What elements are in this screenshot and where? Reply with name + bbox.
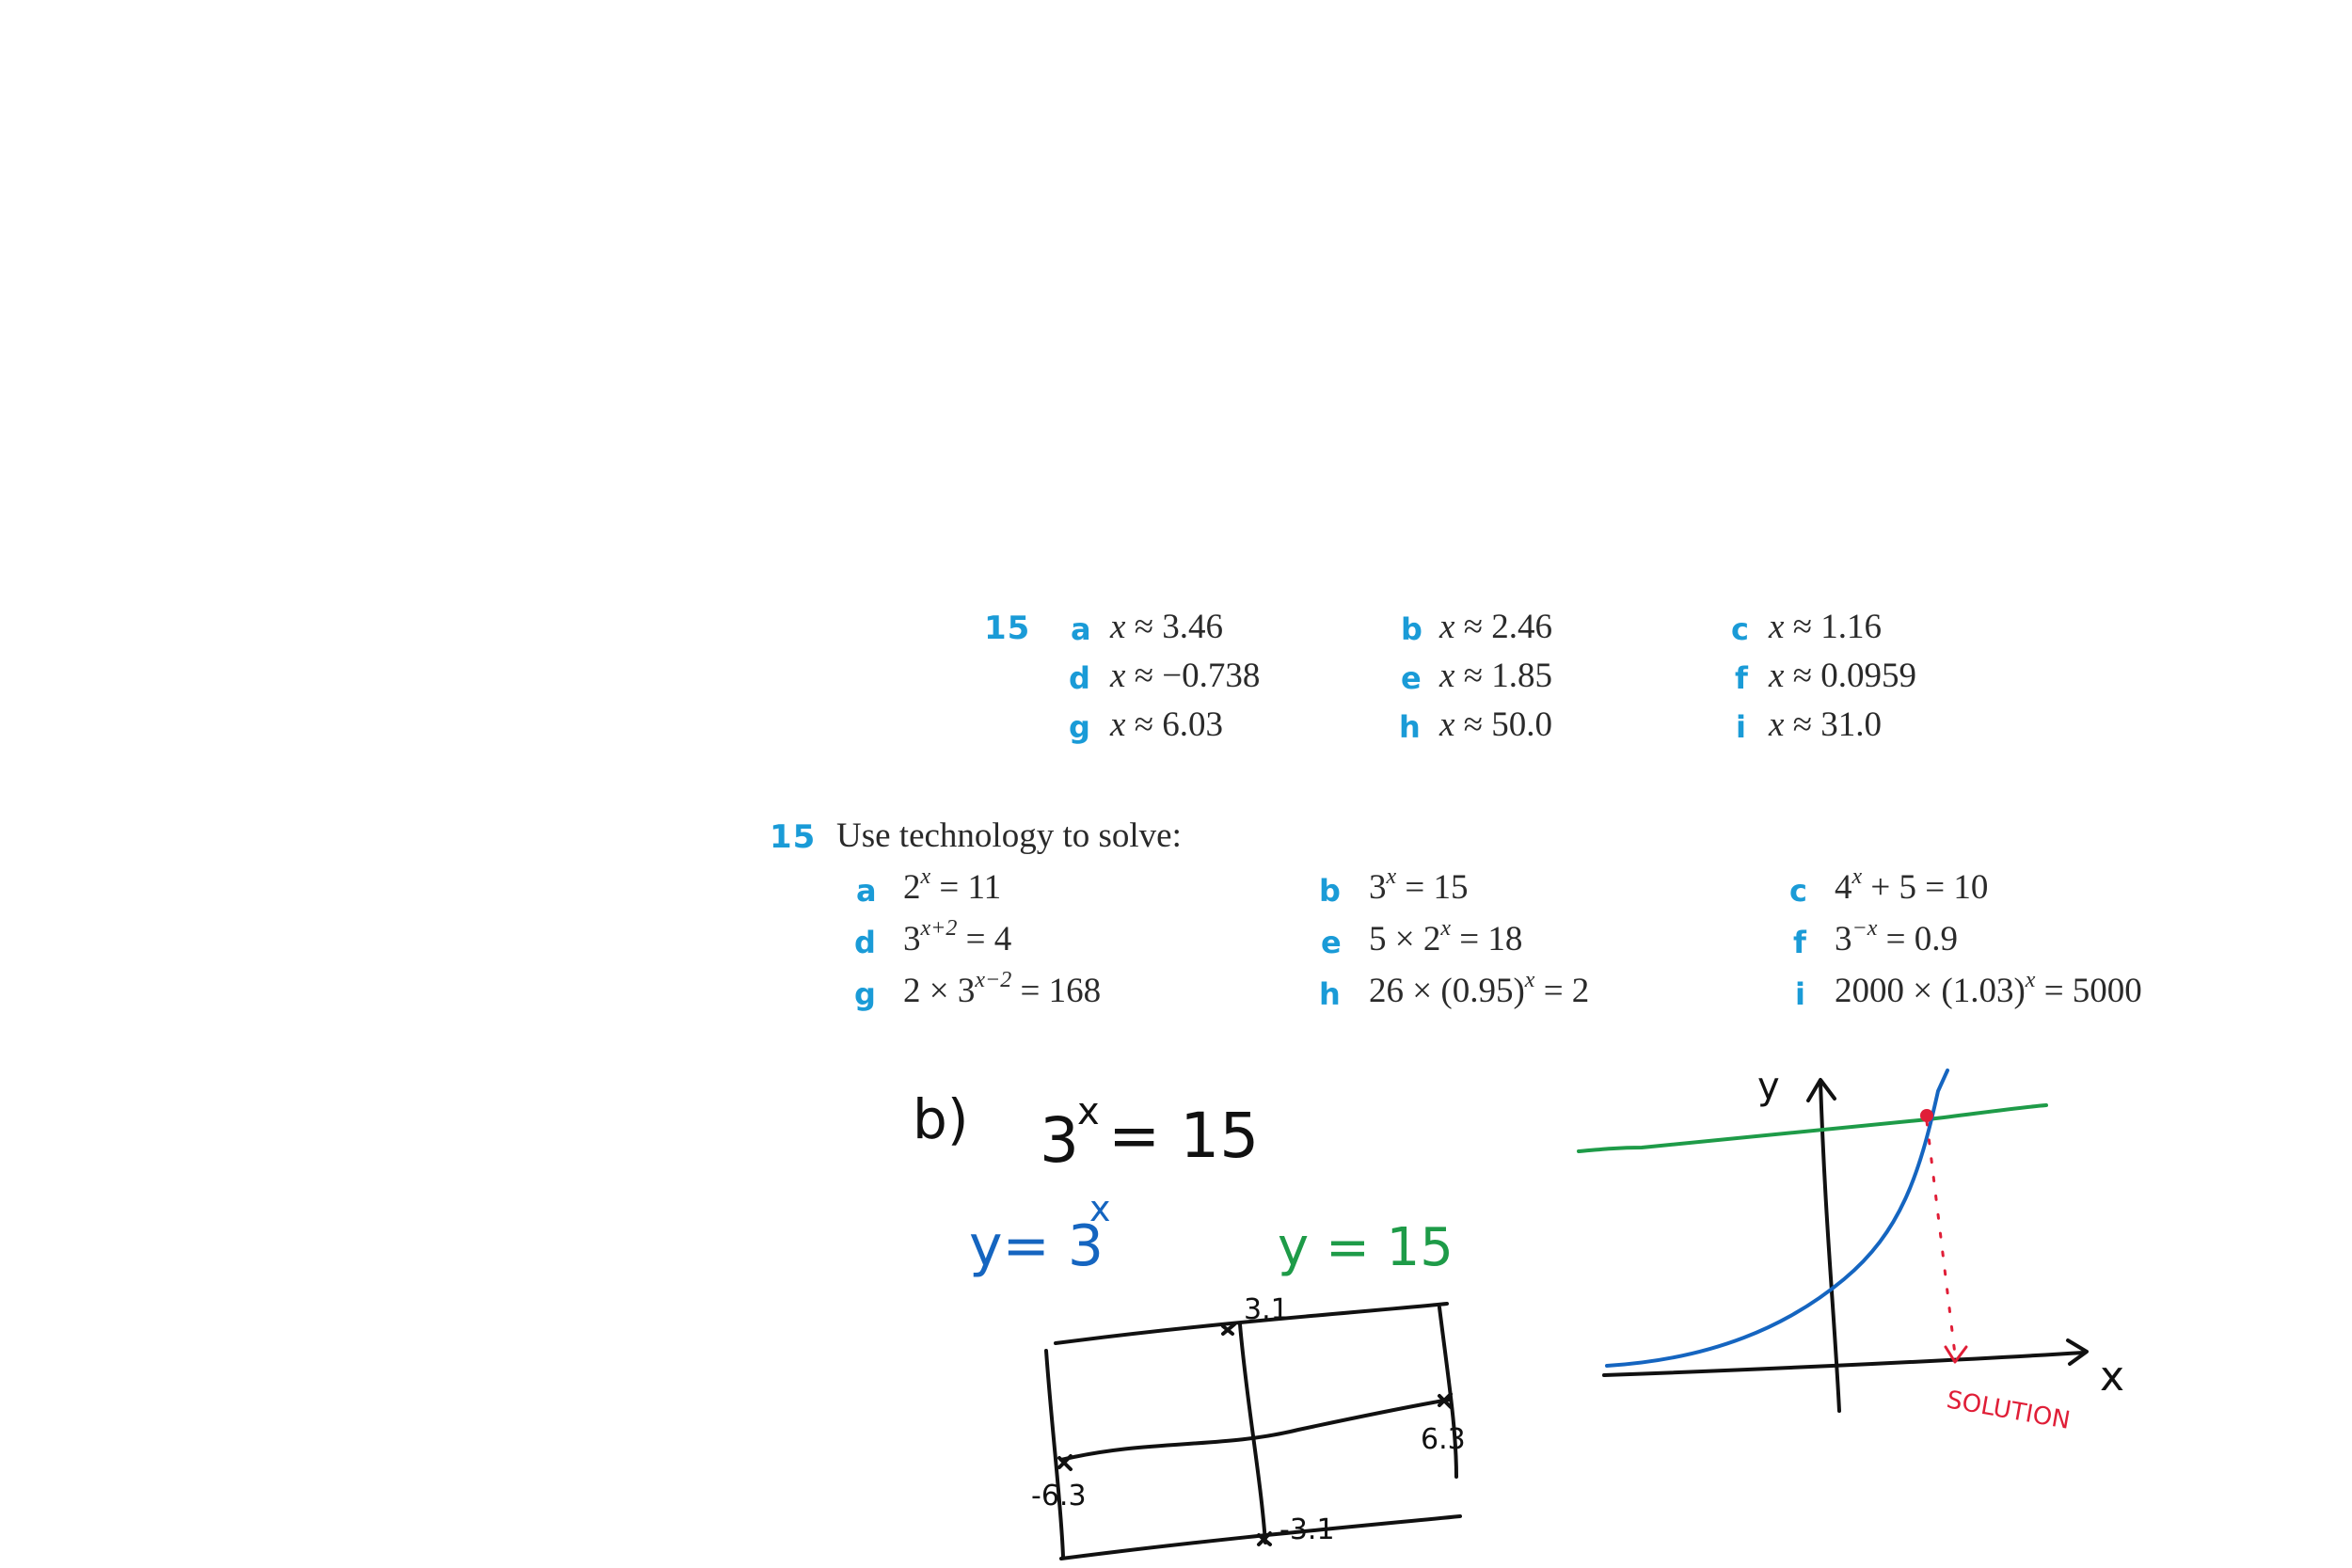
answer-label: i — [1736, 709, 1746, 745]
question-label: e — [1321, 925, 1342, 960]
question-equation: $2^x = 11$ — [903, 864, 1002, 907]
question-equation: $3^{x+2} = 4$ — [903, 916, 1012, 958]
curve-y-equals-3x — [1607, 1070, 1947, 1366]
question-label: f — [1793, 925, 1806, 960]
window-top-value: 3.1 — [1244, 1293, 1289, 1326]
solution-label: SOLUTION — [1944, 1386, 2073, 1435]
answer-label: a — [1071, 611, 1091, 647]
graph-y-label: y — [1757, 1065, 1780, 1108]
answer-label: g — [1069, 709, 1090, 745]
answer-value: x ≈ 3.46 — [1110, 608, 1223, 646]
answer-value: x ≈ −0.738 — [1110, 657, 1261, 695]
answer-label: f — [1735, 660, 1748, 696]
question-equation: $26 \times (0.95)^x = 2$ — [1369, 968, 1590, 1010]
question-label: b — [1319, 873, 1341, 909]
window-sketch — [1046, 1304, 1460, 1559]
window-left-value: -6.3 — [1031, 1480, 1087, 1513]
handwritten-equation-base: 3 — [1040, 1104, 1079, 1177]
question-equation: $2 \times 3^{x-2} = 168$ — [903, 968, 1102, 1010]
answer-value: x ≈ 1.16 — [1769, 608, 1882, 646]
answer-label: b — [1401, 611, 1422, 647]
answer-value: x ≈ 2.46 — [1439, 608, 1552, 646]
question-equation: $4^x + 5 = 10$ — [1835, 864, 1989, 907]
answer-value: x ≈ 50.0 — [1439, 705, 1552, 744]
part-label: b) — [913, 1087, 969, 1151]
curve-label-exponent: x — [1089, 1188, 1111, 1229]
line-y-equals-15 — [1579, 1105, 2046, 1151]
question-equation: $3^{-x} = 0.9$ — [1835, 916, 1958, 958]
question-equation: $3^x = 15$ — [1369, 864, 1469, 907]
question-number: 15 — [770, 818, 817, 856]
window-bottom-value: -3.1 — [1279, 1513, 1335, 1546]
curve-label: y= 3 — [969, 1213, 1104, 1279]
answer-label: c — [1731, 611, 1749, 647]
question-label: c — [1789, 873, 1807, 909]
window-y-axis — [1240, 1324, 1265, 1543]
answer-label: d — [1069, 660, 1090, 696]
question-label: d — [854, 925, 876, 960]
answer-label: h — [1399, 709, 1421, 745]
tick-mark — [1223, 1324, 1234, 1334]
graph-sketch — [1579, 1070, 2087, 1411]
question-stem: Use technology to solve: — [836, 816, 1182, 855]
window-left-edge — [1046, 1351, 1063, 1557]
question-label: i — [1795, 976, 1805, 1012]
line-label: y = 15 — [1278, 1217, 1454, 1278]
question-label: g — [854, 976, 876, 1012]
handwritten-equation-exponent: x — [1077, 1090, 1100, 1133]
answer-number: 15 — [984, 610, 1031, 647]
answer-value: x ≈ 31.0 — [1769, 705, 1882, 744]
question-equation: $2000 \times (1.03)^x = 5000$ — [1835, 968, 2142, 1010]
answer-value: x ≈ 1.85 — [1439, 657, 1552, 695]
answer-value: x ≈ 6.03 — [1110, 705, 1223, 744]
question-label: h — [1319, 976, 1341, 1012]
question-label: a — [856, 873, 877, 909]
dropline — [1927, 1121, 1955, 1354]
graph-x-label: x — [2100, 1353, 2125, 1401]
handwritten-equation-rest: = 15 — [1108, 1100, 1260, 1172]
window-right-value: 6.3 — [1421, 1423, 1466, 1456]
question-equation: $5 \times 2^x = 18$ — [1369, 916, 1523, 958]
answer-value: x ≈ 0.0959 — [1769, 657, 1916, 695]
answer-label: e — [1401, 660, 1422, 696]
